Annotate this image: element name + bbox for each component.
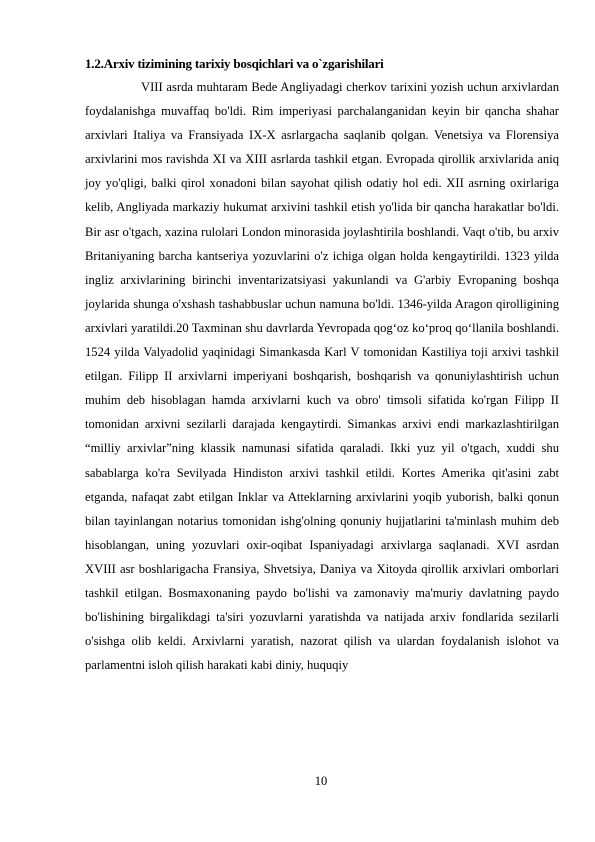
section-heading: 1.2.Arxiv tizimining tarixiy bosqichlari va o`zgarishilari [85, 56, 384, 71]
body-paragraph: VIII asrda muhtaram Bede Angliyadagi cherkov tarixini yozish uchun arxivlardan foydalanishga muvaffaq bo'ldi. Rim imperiyasi parchalanganidan keyin bir qancha shahar arxivlari Italiya va Fransiyada IX-X asrlargacha saqlanib qolgan. Venetsiya va Florensiya arxivlarini mos ravishda XI va XIII asrlarda tashkil etgan. Evropada qirollik arxivlarida aniq joy yo'qligi, balki qirol xonadoni bilan sayohat qilish odatiy hol edi. XII asrning oxirlariga kelib, Angliyada markaziy hukumat arxivini tashkil etish yo'lida bir qancha harakatlar bo'ldi. Bir asr o'tgach, xazina rulolari London minorasida joylashtirila boshlandi. Vaqt o'tib, bu arxiv Britaniyaning barcha kantseriya yozuvlarini o'z ichiga olgan holda kengaytirildi. 1323 yilda ingliz arxivlarining birinchi inventarizatsiyasi yakunlandi va G'arbiy Evropaning boshqa joylarida shunga o'xshash tashabbuslar uchun namuna bo'ldi. 1346-yilda Aragon qirolligining arxivlari yaratildi.20 Taxminan shu davrlarda Yevropada qog‘oz ko‘proq qo‘llanila boshlandi. 1524 yilda Valyadolid yaqinidagi Simankasda Karl V tomonidan Kastiliya toji arxivi tashkil etilgan. Filipp II arxivlarni imperiyani boshqarish, boshqarish va qonuniylashtirish uchun muhim deb hisoblagan hamda arxivlarni kuch va obro' timsoli sifatida ko'rgan Filipp II tomonidan arxivni sezilarli darajada kengaytirdi. Simankas arxivi endi markazlashtirilgan “milliy arxivlar”ning klassik namunasi sifatida qaraladi. Ikki yuz yil o'tgach, xuddi shu sabablarga ko'ra Sevilyada Hindiston arxivi tashkil etildi. Kortes Amerika qit'asini zabt etganda, nafaqat zabt etilgan Inklar va Atteklarning arxivlarini yoqib yuborish, balki qonun bilan tayinlangan notarius tomonidan ishg'olning qonuniy hujjatlarini ta'minlash muhim deb hisoblangan, uning yozuvlari oxir-oqibat Ispaniyadagi arxivlarga saqlanadi. XVI asrdan XVIII asr boshlarigacha Fransiya, Shvetsiya, Daniya va Xitoyda qirollik arxivlari omborlari tashkil etilgan. Bosmaxonaning paydo bo'lishi va zamonaviy ma'muriy davlatning paydo bo'lishining birgalikdagi ta'siri yozuvlarni yaratishda va natijada arxiv fondlarida sezilarli o'sishga olib keldi. Arxivlarni yaratish, nazorat qilish va ulardan foydalanish islohot va parlamentni isloh qilish harakati kabi diniy, huquqiy [85, 80, 559, 673]
page-number-container [0, 773, 595, 789]
page-number: 10 [314, 774, 328, 788]
document-page [85, 55, 559, 677]
